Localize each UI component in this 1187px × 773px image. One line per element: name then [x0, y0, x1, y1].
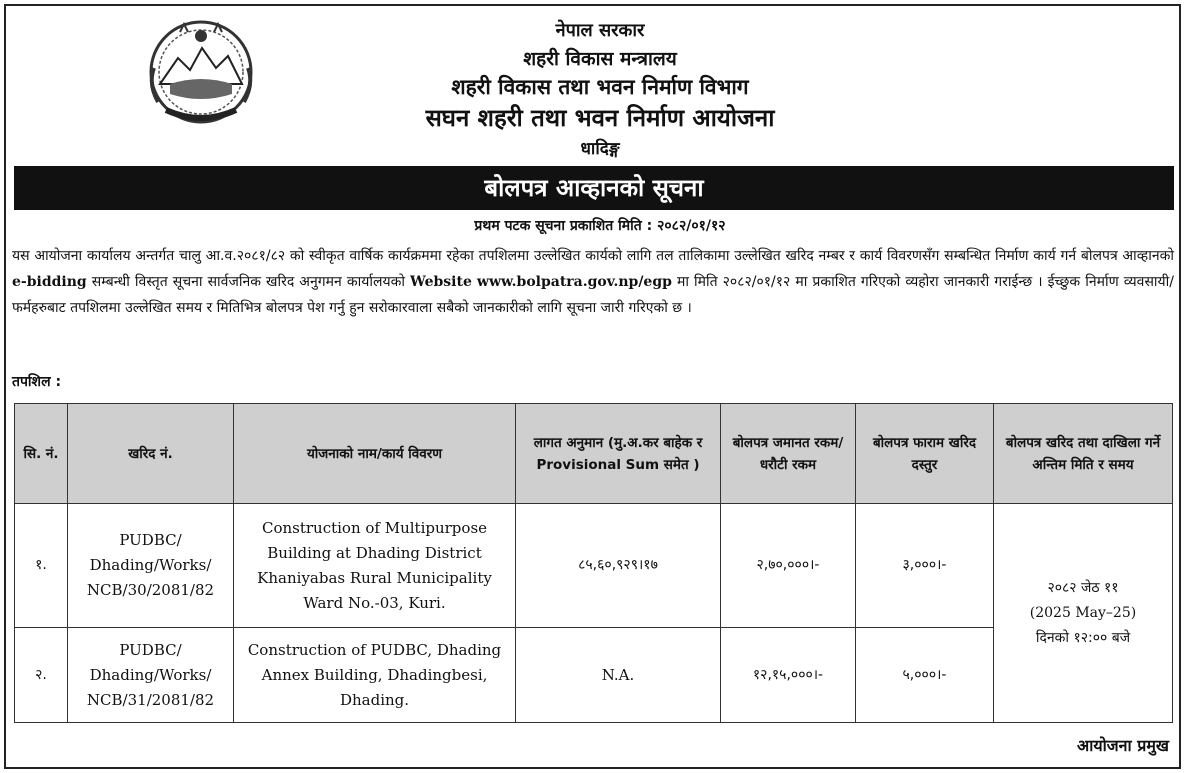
- table-header-row: [15, 404, 1173, 504]
- ministry-name: शहरी विकास मन्त्रालय: [523, 48, 677, 70]
- row-procurement-no: PUDBC/ Dhading/Works/ NCB/31/2081/82: [68, 628, 234, 723]
- deadline-time: दिनको १२:०० बजे: [1035, 629, 1131, 646]
- row-serial: १.: [15, 504, 68, 628]
- body-text-3: मा मिति २०८२/०१/१२ मा प्रकाशित गरिएको व्यहोरा जानकारी गराईन्छ । ईच्छुक निर्माण व्यवसायी/फर्महरुबाट तपशिलमा उल्लेखित समय र मितिभित्र बोलपत्र पेश गर्नु हुन सरोकारवाला सबैको जानकारीको लागि सूचना जारी गरिएको छ ।: [12, 274, 1175, 316]
- government-name: नेपाल सरकार: [555, 20, 645, 41]
- row-form-fee: ५,०००।-: [856, 628, 994, 723]
- row-cost-estimate: N.A.: [516, 628, 721, 723]
- row-description: Construction of Multipurpose Building at Dhading District Khaniyabas Rural Municipality Ward No.-03, Kuri.: [234, 504, 516, 628]
- row-bid-security: १२,१५,०००।-: [721, 628, 856, 723]
- bid-schedule-table: [14, 403, 1173, 723]
- website-label: Website: [410, 274, 472, 290]
- row-bid-security: २,७०,०००।-: [721, 504, 856, 628]
- website-url[interactable]: www.bolpatra.gov.np/egp: [476, 274, 672, 290]
- row-form-fee: ३,०००।-: [856, 504, 994, 628]
- header-form-fee: बोलपत्र फाराम खरिद दस्तुर: [856, 404, 994, 504]
- notice-title-banner: बोलपत्र आव्हानको सूचना: [14, 166, 1174, 210]
- header-deadline: बोलपत्र खरिद तथा दाखिला गर्ने अन्तिम मिति र समय: [994, 404, 1173, 504]
- project-name: सघन शहरी तथा भवन निर्माण आयोजना: [425, 104, 775, 132]
- header-serial: सि. नं.: [15, 404, 68, 504]
- header-bid-security: बोलपत्र जमानत रकम/धरौटी रकम: [721, 404, 856, 504]
- nepal-government-emblem-icon: [140, 14, 262, 132]
- row-description: Construction of PUDBC, Dhading Annex Building, Dhadingbesi, Dhading.: [234, 628, 516, 723]
- notice-body: [12, 243, 1174, 321]
- header-procurement-no: खरिद नं.: [68, 404, 234, 504]
- row-procurement-no: PUDBC/ Dhading/Works/ NCB/30/2081/82: [68, 504, 234, 628]
- schedule-label: तपशिल :: [12, 374, 62, 390]
- deadline-english-date: (2025 May–25): [1029, 604, 1137, 621]
- deadline-date: २०८२ जेठ ११: [1047, 579, 1119, 596]
- publication-date: प्रथम पटक सूचना प्रकाशित मिति : २०८२/०१/१२: [474, 218, 726, 234]
- table-row: [15, 504, 1173, 628]
- department-name: शहरी विकास तथा भवन निर्माण विभाग: [451, 75, 749, 99]
- body-text-2: सम्बन्धी विस्तृत सूचना सार्वजनिक खरिद अनुगमन कार्यालयको: [91, 274, 405, 290]
- ebidding-term: e-bidding: [12, 274, 87, 290]
- signatory-title: आयोजना प्रमुख: [1076, 736, 1169, 755]
- header-description: योजनाको नाम/कार्य विवरण: [234, 404, 516, 504]
- office-location: धादिङ्ग: [580, 139, 620, 159]
- row-serial: २.: [15, 628, 68, 723]
- body-text-1: यस आयोजना कार्यालय अन्तर्गत चालु आ.व.२०८१/८२ को स्वीकृत वार्षिक कार्यक्रममा रहेका तपशिलमा उल्लेखित कार्यको लागि तल तालिकामा उल्लेखित खरिद नम्बर र कार्य विवरणसँग सम्बन्धित निर्माण कार्य गर्न बोलपत्र आव्हानको: [12, 248, 1174, 264]
- row-cost-estimate: ८५,६०,९२९।१७: [516, 504, 721, 628]
- row-deadline: [994, 504, 1173, 723]
- header-cost-estimate: लागत अनुमान (मु.अ.कर बाहेक र Provisional Sum समेत ): [516, 404, 721, 504]
